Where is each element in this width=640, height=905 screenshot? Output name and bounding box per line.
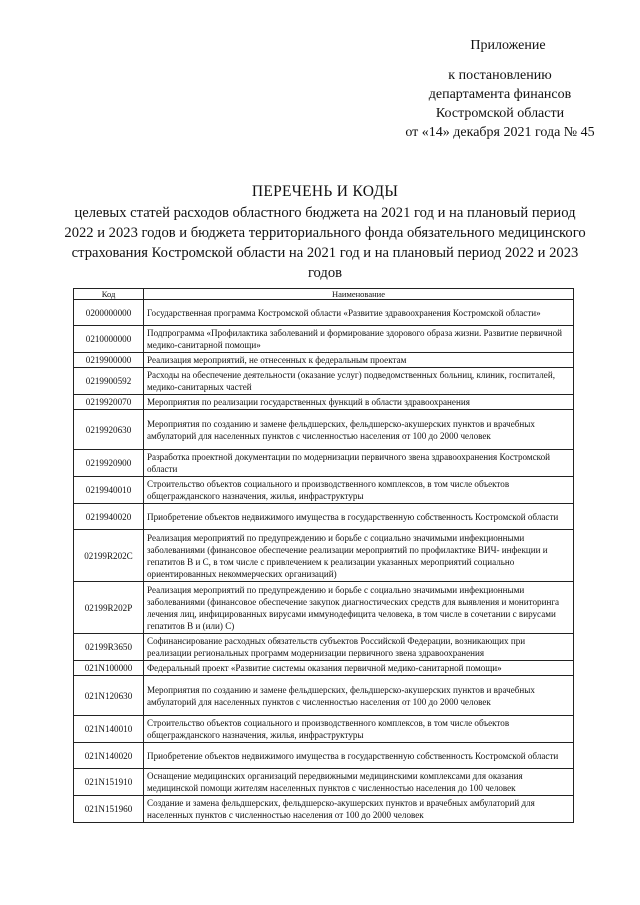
table-row	[74, 530, 574, 582]
table-row	[74, 395, 574, 410]
table-body	[74, 300, 574, 823]
row-code: 02199R202P	[74, 582, 144, 634]
appendix-block	[370, 36, 630, 142]
row-name: Мероприятия по созданию и замене фельдшерских, фельдшерско-акушерских пунктов и врачебных амбулаторий для населенных пунктов с численностью населения от 100 до 2000 человек	[144, 676, 574, 716]
table-row	[74, 326, 574, 353]
row-code: 0219920630	[74, 410, 144, 450]
table-row	[74, 450, 574, 477]
row-name: Реализация мероприятий, не отнесенных к федеральным проектам	[144, 353, 574, 368]
appendix-line: к постановлению	[448, 68, 552, 83]
row-name: Подпрограмма «Профилактика заболеваний и формирование здорового образа жизни. Развитие первичной медико-санитарной помощи»	[144, 326, 574, 353]
appendix-line: Костромской области	[435, 106, 565, 121]
table-row	[74, 582, 574, 634]
table-row	[74, 368, 574, 395]
table-header-row	[74, 289, 574, 300]
row-name: Создание и замена фельдшерских, фельдшерско-акушерских пунктов и врачебных амбулаторий для населенных пунктов с численностью населения от 100 до 2000 человек	[144, 796, 574, 823]
row-name: Мероприятия по созданию и замене фельдшерских, фельдшерско-акушерских пунктов и врачебных амбулаторий для населенных пунктов с численностью населения от 100 до 2000 человек	[144, 410, 574, 450]
codes-table	[73, 288, 574, 823]
row-code: 0210000000	[74, 326, 144, 353]
appendix-line: департамента финансов	[428, 87, 572, 102]
row-code: 02199R202C	[74, 530, 144, 582]
row-code: 021N140010	[74, 716, 144, 743]
table-row	[74, 504, 574, 530]
document-title: ПЕРЕЧЕНЬ И КОДЫ	[251, 183, 399, 200]
row-code: 0219900592	[74, 368, 144, 395]
table-row	[74, 300, 574, 326]
row-code: 021N140020	[74, 743, 144, 769]
document-heading	[60, 182, 590, 283]
table-row	[74, 676, 574, 716]
row-name: Реализация мероприятий по предупреждению и борьбе с социально значимыми инфекционными заболеваниями (финансовое обеспечение закупок диагностических средств для выявления и мониторинга лечения лиц, инфицированных вирусами иммунодефицита человека, в том числе в сочетании с вирусами гепатитов В и (или) С)	[144, 582, 574, 634]
table-row	[74, 410, 574, 450]
row-code: 0219940020	[74, 504, 144, 530]
row-code: 0219900000	[74, 353, 144, 368]
table-row	[74, 661, 574, 676]
column-header-code: Код	[74, 289, 144, 300]
row-code: 021N120630	[74, 676, 144, 716]
row-name: Государственная программа Костромской области «Развитие здравоохранения Костромской области»	[144, 300, 574, 326]
appendix-title: Приложение	[470, 38, 546, 53]
table-row	[74, 769, 574, 796]
table-row	[74, 743, 574, 769]
row-name: Приобретение объектов недвижимого имущества в государственную собственность Костромской области	[144, 743, 574, 769]
row-name: Строительство объектов социального и производственного комплексов, в том числе объектов общегражданского назначения, жилья, инфраструктуры	[144, 716, 574, 743]
row-code: 0219920070	[74, 395, 144, 410]
document-subtitle: целевых статей расходов областного бюджета на 2021 год и на плановый период 2022 и 2023 годов и бюджета территориального фонда обязательного медицинского страхования Костромской области на 2021 год и на плановый период 2022 и 2023 годов	[64, 205, 586, 281]
table-row	[74, 796, 574, 823]
row-code: 0200000000	[74, 300, 144, 326]
row-code: 021N151910	[74, 769, 144, 796]
row-name: Приобретение объектов недвижимого имущества в государственную собственность Костромской области	[144, 504, 574, 530]
row-code: 02199R3650	[74, 634, 144, 661]
row-code: 021N100000	[74, 661, 144, 676]
row-code: 0219940010	[74, 477, 144, 504]
row-name: Разработка проектной документации по модернизации первичного звена здравоохранения Костромской области	[144, 450, 574, 477]
row-name: Мероприятия по реализации государственных функций в области здравоохранения	[144, 395, 574, 410]
table-row	[74, 477, 574, 504]
row-name: Расходы на обеспечение деятельности (оказание услуг) подведомственных больниц, клиник, госпиталей, медико-санитарных частей	[144, 368, 574, 395]
row-name: Оснащение медицинских организаций передвижными медицинскими комплексами для оказания медицинской помощи жителям населенных пунктов с численностью населения до 100 человек	[144, 769, 574, 796]
row-name: Федеральный проект «Развитие системы оказания первичной медико-санитарной помощи»	[144, 661, 574, 676]
row-code: 0219920900	[74, 450, 144, 477]
table-row	[74, 716, 574, 743]
row-name: Софинансирование расходных обязательств субъектов Российской Федерации, возникающих при реализации региональных программ модернизации первичного звена здравоохранения	[144, 634, 574, 661]
row-code: 021N151960	[74, 796, 144, 823]
row-name: Реализация мероприятий по предупреждению и борьбе с социально значимыми инфекционными заболеваниями (финансовое обеспечение реализации мероприятий по профилактике ВИЧ- инфекции и гепатитов В и С, в том числе с привлечением к реализации указанных мероприятий социально ориентированных некоммерческих организаций)	[144, 530, 574, 582]
column-header-name: Наименование	[144, 289, 574, 300]
table-row	[74, 353, 574, 368]
row-name: Строительство объектов социального и производственного комплексов, в том числе объектов общегражданского назначения, жилья, инфраструктуры	[144, 477, 574, 504]
appendix-line: от «14» декабря 2021 года № 45	[405, 125, 595, 140]
table-row	[74, 634, 574, 661]
